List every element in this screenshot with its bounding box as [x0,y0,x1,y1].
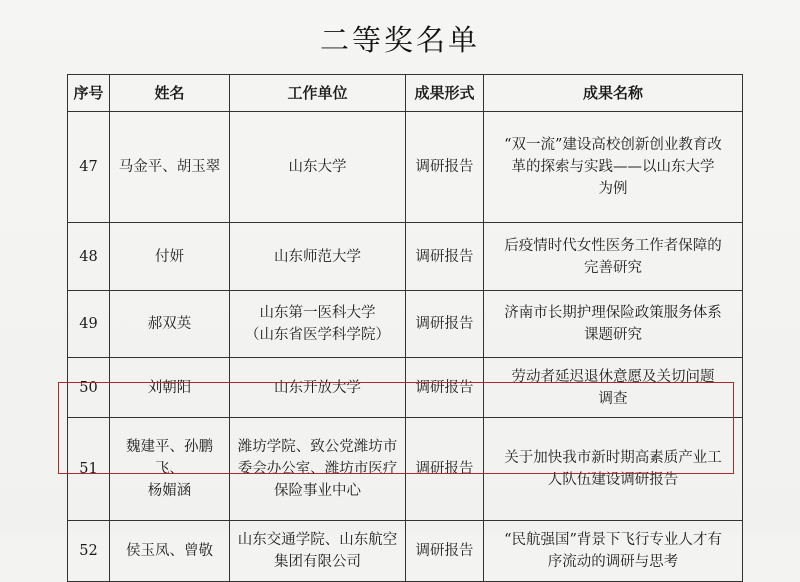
cell-form-line: 调研报告 [415,316,474,332]
cell-name [110,291,230,358]
cell-no [68,112,110,223]
cell-unit [230,358,406,418]
cell-name [110,521,230,582]
cell-unit-line: 山东大学 [288,159,347,175]
cell-form [406,112,484,223]
cell-title [484,291,743,358]
cell-unit [230,418,406,521]
cell-title [484,112,743,223]
cell-title-line: 劳动者延迟退休意愿及关切问题 [511,368,715,385]
cell-name-line: 杨媚涵 [147,483,192,499]
cell-no [68,358,110,418]
cell-name-line: 魏建平、孙鹏飞、 [126,439,213,477]
cell-unit [230,291,406,358]
cell-no-line: 51 [79,461,98,477]
table-row [68,112,743,223]
cell-title-line: 为例 [598,181,628,197]
cell-no-line: 52 [79,543,98,559]
cell-title-line: 调查 [598,390,628,407]
cell-title-line: 革的探索与实践——以山东大学 [511,159,715,175]
cell-name-line: 刘朝阳 [147,379,192,396]
cell-title-line: 关于加快我市新时期高素质产业工 [504,450,722,466]
cell-title [484,418,743,521]
table-header-row [68,75,743,112]
cell-unit-line: （山东省医学科学院） [245,327,390,343]
cell-form [406,358,484,418]
cell-title-line: 济南市长期护理保险政策服务体系 [504,305,722,321]
cell-form [406,223,484,291]
cell-no [68,291,110,358]
cell-unit-line: 保险事业中心 [274,483,361,499]
cell-form [406,418,484,521]
cell-unit-line: 山东交通学院、山东航空 [237,532,398,548]
cell-name [110,418,230,521]
cell-title [484,358,743,418]
cell-name-line: 郝双英 [147,316,192,332]
cell-no-line: 49 [79,316,98,332]
cell-no [68,521,110,582]
cell-title-line: 人队伍建设调研报告 [547,472,679,488]
cell-title-line: 序流动的调研与思考 [547,554,679,570]
table-row [68,291,743,358]
header-unit: 工作单位 [230,75,406,112]
cell-no [68,223,110,291]
table-row [68,521,743,582]
cell-name [110,223,230,291]
page-title: 二等奖名单 [319,23,480,57]
cell-form-line: 调研报告 [415,543,474,559]
cell-form-line: 调研报告 [415,159,474,175]
table-row [68,358,743,418]
cell-unit [230,521,406,582]
cell-no-line: 47 [79,159,98,175]
cell-title-line: “双一流”建设高校创新创业教育改 [504,137,722,153]
cell-unit-line: 山东第一医科大学 [259,305,376,321]
cell-name [110,358,230,418]
cell-no-line: 48 [79,248,98,265]
cell-unit [230,223,406,291]
cell-name-line: 侯玉凤、曾敬 [126,543,213,559]
award-table [67,74,743,582]
cell-unit-line: 委会办公室、潍坊市医疗 [237,461,398,477]
cell-title-line: 完善研究 [584,259,642,276]
cell-form-line: 调研报告 [415,248,474,265]
header-title: 成果名称 [484,75,743,112]
header-form: 成果形式 [406,75,484,112]
cell-unit [230,112,406,223]
cell-title [484,223,743,291]
cell-unit-line: 山东师范大学 [274,248,361,265]
cell-unit-line: 集团有限公司 [274,554,361,570]
cell-title-line: “民航强国”背景下飞行专业人才有 [504,532,722,548]
cell-form-line: 调研报告 [415,461,474,477]
cell-unit-line: 山东开放大学 [274,379,361,396]
table-row [68,223,743,291]
cell-title-line: 课题研究 [584,327,642,343]
cell-name [110,112,230,223]
cell-no [68,418,110,521]
cell-form-line: 调研报告 [415,379,474,396]
cell-title [484,521,743,582]
cell-form [406,521,484,582]
cell-title-line: 后疫情时代女性医务工作者保障的 [504,237,722,254]
header-name: 姓名 [110,75,230,112]
header-no: 序号 [68,75,110,112]
cell-form [406,291,484,358]
table-row [68,418,743,521]
cell-name-line: 马金平、胡玉翠 [118,159,221,175]
cell-unit-line: 潍坊学院、致公党潍坊市 [237,439,398,455]
cell-no-line: 50 [79,379,98,396]
cell-name-line: 付妍 [155,248,184,265]
